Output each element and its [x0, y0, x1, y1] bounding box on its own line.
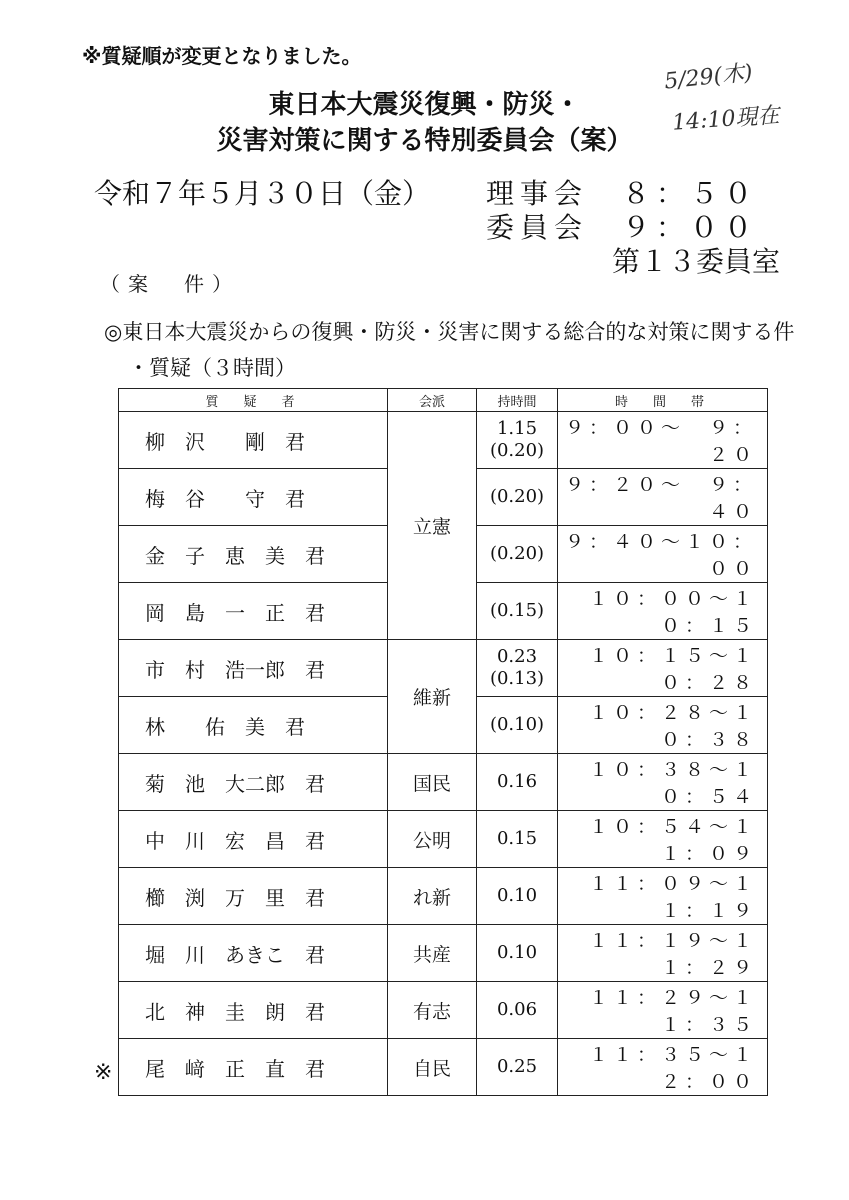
meeting-room: 第１３委員室 — [612, 245, 781, 278]
questioner-name: 市 村 浩一郎 君 — [119, 640, 388, 697]
time-slot-cell: ９：２０～ ９：４０ — [558, 469, 768, 526]
header-duration: 持時間 — [477, 389, 558, 412]
change-notice: ※質疑順が変更となりました。 — [82, 44, 362, 68]
committee-time: 委員会 ９：００ — [486, 211, 759, 244]
time-slot-cell: １０：３８～１０：５４ — [558, 754, 768, 811]
questioner-name: 北 神 圭 朗 君 — [119, 982, 388, 1039]
questioner-name: 櫛 渕 万 里 君 — [119, 868, 388, 925]
duration-cell: 0.25 — [477, 1039, 558, 1096]
questioner-name: 堀 川 あきこ 君 — [119, 925, 388, 982]
questioner-name: 梅 谷 守 君 — [119, 469, 388, 526]
time-slot-cell: １０：００～１０：１５ — [558, 583, 768, 640]
party-cell: 共産 — [388, 925, 477, 982]
table-row — [119, 754, 768, 811]
time-slot-cell: ９：００～ ９：２０ — [558, 412, 768, 469]
table-row — [119, 640, 768, 697]
time-slot-cell: １０：５４～１１：０９ — [558, 811, 768, 868]
duration-cell: 0.23 (0.13) — [477, 640, 558, 697]
time-slot-cell: １１：０９～１１：１９ — [558, 868, 768, 925]
time-slot-cell: １１：１９～１１：２９ — [558, 925, 768, 982]
meeting-date: 令和７年５月３０日（金） — [94, 177, 431, 210]
duration-cell: (0.10) — [477, 697, 558, 754]
table-row — [119, 925, 768, 982]
duration-cell: (0.15) — [477, 583, 558, 640]
duration-cell: 0.10 — [477, 925, 558, 982]
party-cell: れ新 — [388, 868, 477, 925]
table-row — [119, 811, 768, 868]
table-row — [119, 868, 768, 925]
duration-cell: 0.10 — [477, 868, 558, 925]
party-cell: 公明 — [388, 811, 477, 868]
party-cell: 有志 — [388, 982, 477, 1039]
time-slot-cell: １１：３５～１２：００ — [558, 1039, 768, 1096]
questioner-name: 金 子 恵 美 君 — [119, 526, 388, 583]
committee-title-line1: 東日本大震災復興・防災・ — [268, 90, 581, 120]
party-cell: 国民 — [388, 754, 477, 811]
questioner-table — [118, 388, 768, 1096]
party-cell: 維新 — [388, 640, 477, 754]
time-slot-cell: １０：１５～１０：２８ — [558, 640, 768, 697]
duration-cell: (0.20) — [477, 526, 558, 583]
table-row — [119, 982, 768, 1039]
header-time-slot: 時 間 帯 — [558, 389, 768, 412]
questioner-name: 中 川 宏 昌 君 — [119, 811, 388, 868]
duration-cell: 0.06 — [477, 982, 558, 1039]
table-row — [119, 1039, 768, 1096]
questioner-name: 菊 池 大二郎 君 — [119, 754, 388, 811]
handwritten-date: 5/29(木) — [663, 60, 754, 95]
duration-cell: 0.16 — [477, 754, 558, 811]
change-mark: ※ — [94, 1060, 113, 1085]
time-slot-cell: １０：２８～１０：３８ — [558, 697, 768, 754]
agenda-item: ◎東日本大震災からの復興・防災・災害に関する総合的な対策に関する件 — [104, 320, 795, 344]
header-party: 会派 — [388, 389, 477, 412]
questioner-name: 林 佑 美 君 — [119, 697, 388, 754]
time-slot-cell: １１：２９～１１：３５ — [558, 982, 768, 1039]
handwritten-time: 14:10現在 — [671, 103, 781, 136]
board-time: 理事会 ８：５０ — [486, 177, 759, 210]
table-header-row — [119, 389, 768, 412]
party-cell: 自民 — [388, 1039, 477, 1096]
header-questioner: 質 疑 者 — [119, 389, 388, 412]
agenda-sub-item: ・質疑（３時間） — [128, 356, 296, 380]
duration-cell: 0.15 — [477, 811, 558, 868]
questioner-name: 尾 﨑 正 直 君 — [119, 1039, 388, 1096]
agenda-section-label: （案 件） — [100, 272, 240, 296]
duration-cell: (0.20) — [477, 469, 558, 526]
questioner-name: 柳 沢 剛 君 — [119, 412, 388, 469]
table-row — [119, 412, 768, 469]
questioner-name: 岡 島 一 正 君 — [119, 583, 388, 640]
time-slot-cell: ９：４０～１０：００ — [558, 526, 768, 583]
duration-cell: 1.15 (0.20) — [477, 412, 558, 469]
party-cell: 立憲 — [388, 412, 477, 640]
committee-title-line2: 災害対策に関する特別委員会（案） — [216, 126, 633, 156]
